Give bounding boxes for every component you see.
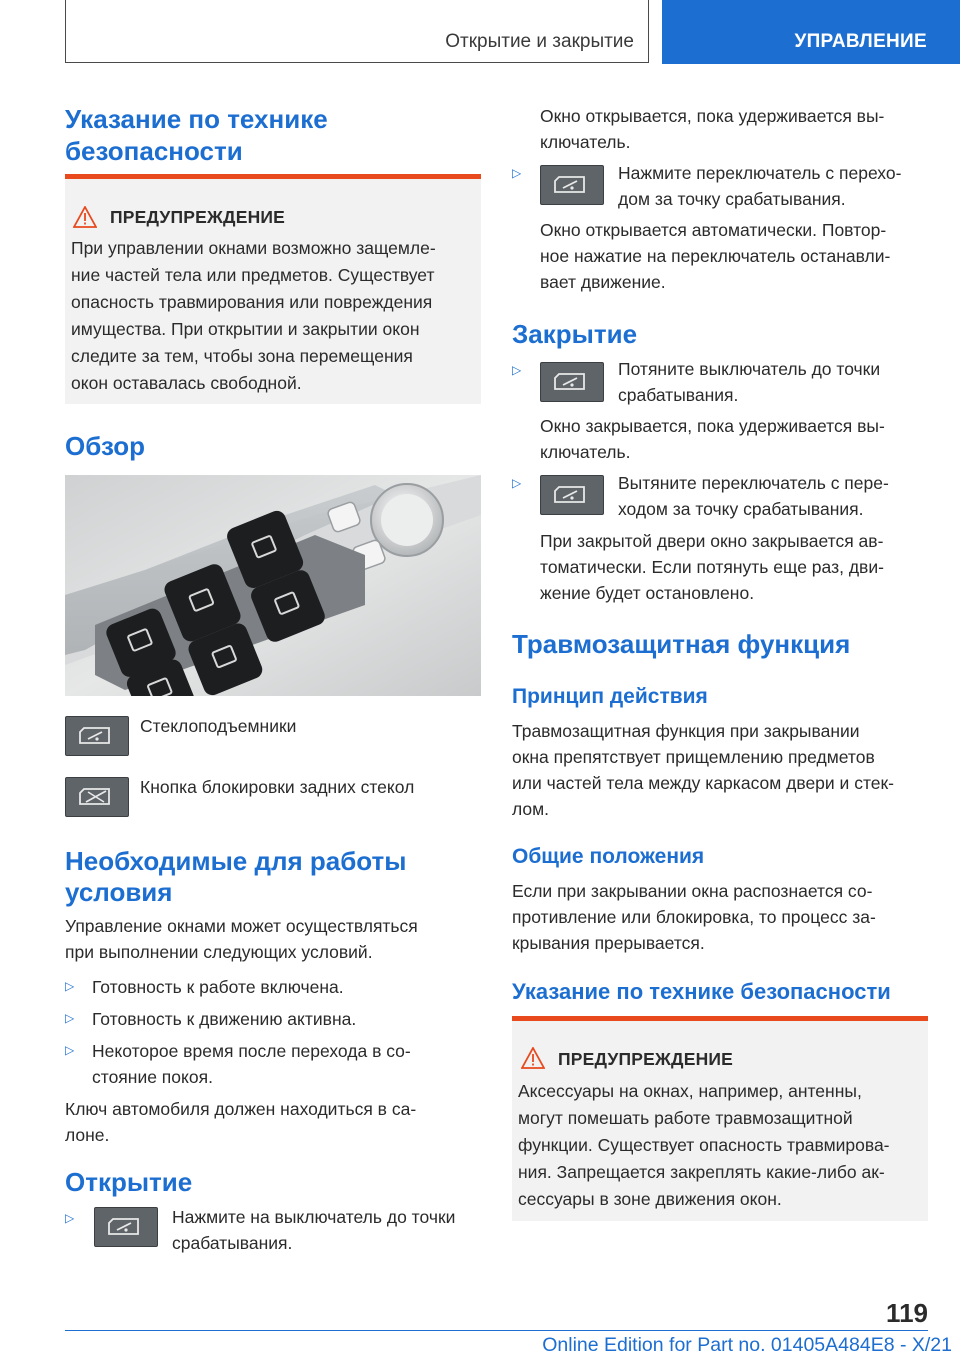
header-chapter-tab bbox=[662, 0, 960, 64]
warning-line: функции. Существует опасность травмирова- bbox=[518, 1135, 890, 1155]
page-number: 119 bbox=[886, 1298, 928, 1328]
safety2-heading: Указание по технике безопасности bbox=[512, 979, 891, 1004]
requirements-heading-line2: условия bbox=[65, 877, 173, 907]
general-heading: Общие положения bbox=[512, 845, 705, 868]
warning-line: Аксессуары на окнах, например, антенны, bbox=[518, 1081, 862, 1101]
general-line: крывания прерывается. bbox=[512, 933, 705, 953]
opening-heading: Открытие bbox=[65, 1167, 193, 1197]
requirement-item-continued: стояние покоя. bbox=[92, 1067, 213, 1087]
legend-label-window-lifters: Стеклоподъемники bbox=[140, 716, 297, 736]
header-section-box bbox=[65, 0, 649, 63]
general-line: противление или блокировка, то процесс за- bbox=[512, 907, 876, 927]
bullet-triangle-icon: ▷ bbox=[512, 476, 522, 490]
requirements-intro-line1: Управление окнами может осуществляться bbox=[65, 916, 418, 936]
warning-line: имущества. При открытии и закрытии окон bbox=[71, 319, 420, 339]
warning-line: ния. Запрещается закреплять какие-либо ак- bbox=[518, 1162, 885, 1182]
warning-line: окон оставалась свободной. bbox=[71, 373, 302, 393]
principle-line: или частей тела между каркасом двери и стек- bbox=[512, 773, 894, 793]
close-step2-line1: Вытяните переключатель с пере- bbox=[618, 473, 889, 493]
warning-triangle-icon bbox=[73, 206, 97, 228]
key-note-line2: лоне. bbox=[65, 1125, 110, 1145]
window-lifter-icon bbox=[65, 716, 129, 756]
edition-note: Online Edition for Part no. 01405A484E8 - X/21 bbox=[542, 1334, 952, 1356]
requirements-intro-line2: при выполнении следующих условий. bbox=[65, 942, 373, 962]
bullet-triangle-icon: ▷ bbox=[65, 979, 75, 993]
open-result1-line2: ключатель. bbox=[540, 132, 631, 152]
close-step1-line1: Потяните выключатель до точки bbox=[618, 359, 881, 379]
open-result1-line1: Окно открывается, пока удерживается вы- bbox=[540, 106, 885, 126]
warning-line: опасность травмирования или повреждения bbox=[71, 292, 433, 312]
close-result2-line2: томатически. Если потянуть еще раз, дви- bbox=[540, 557, 884, 577]
warning-line: сессуары в зоне движения окон. bbox=[518, 1189, 782, 1209]
header-section-title: Открытие и закрытие bbox=[445, 31, 634, 52]
open-result2-line1: Окно открывается автоматически. Повтор- bbox=[540, 220, 887, 240]
warning-box bbox=[512, 1016, 928, 1221]
open-step2-line1: Нажмите переключатель с перехо- bbox=[618, 163, 902, 183]
window-lifter-icon bbox=[540, 362, 604, 402]
close-step1-line2: срабатывания. bbox=[618, 385, 739, 405]
principle-heading: Принцип действия bbox=[512, 685, 708, 708]
warning-line: ние частей тела или предметов. Существует bbox=[71, 265, 435, 285]
window-lifter-icon bbox=[94, 1207, 158, 1247]
requirement-item: Готовность к движению активна. bbox=[92, 1009, 357, 1029]
general-line: Если при закрывании окна распознается со- bbox=[512, 881, 873, 901]
window-lifter-icon bbox=[540, 475, 604, 515]
principle-line: окна препятствует прищемлению предметов bbox=[512, 747, 875, 767]
overview-heading: Обзор bbox=[65, 431, 145, 461]
open-result2-line2: ное нажатие на переключатель останавли- bbox=[540, 246, 891, 266]
safety-heading: Указание по технике безопасности bbox=[65, 104, 328, 166]
principle-line: лом. bbox=[512, 799, 550, 819]
warning-title: ПРЕДУПРЕЖДЕНИЕ bbox=[558, 1049, 734, 1069]
requirement-item: Некоторое время после перехода в со- bbox=[92, 1041, 411, 1061]
rear-window-lock-icon bbox=[65, 777, 129, 817]
close-result2-line1: При закрытой двери окно закрывается ав- bbox=[540, 531, 884, 551]
warning-line: следите за тем, чтобы зона перемещения bbox=[71, 346, 413, 366]
bullet-triangle-icon: ▷ bbox=[65, 1043, 75, 1057]
bullet-triangle-icon: ▷ bbox=[65, 1211, 75, 1225]
requirements-heading-line1: Необходимые для работы bbox=[65, 846, 407, 876]
closing-heading: Закрытие bbox=[512, 319, 638, 349]
close-result2-line3: жение будет остановлено. bbox=[540, 583, 755, 603]
close-result1-line1: Окно закрывается, пока удерживается вы- bbox=[540, 416, 885, 436]
header-chapter-title: УПРАВЛЕНИЕ bbox=[794, 31, 927, 52]
requirement-item: Готовность к работе включена. bbox=[92, 977, 344, 997]
opening-step1-line1: Нажмите на выключатель до точки bbox=[172, 1207, 456, 1227]
bullet-triangle-icon: ▷ bbox=[512, 166, 522, 180]
close-result1-line2: ключатель. bbox=[540, 442, 631, 462]
warning-line: могут помешать работе травмозащитной bbox=[518, 1108, 853, 1128]
warning-triangle-icon bbox=[521, 1047, 545, 1069]
close-step2-line2: ходом за точку срабатывания. bbox=[618, 499, 864, 519]
open-result2-line3: вает движение. bbox=[540, 272, 666, 292]
footer-divider bbox=[65, 1330, 928, 1331]
antipinch-heading: Травмозащитная функция bbox=[512, 629, 851, 659]
open-step2-line2: дом за точку срабатывания. bbox=[618, 189, 846, 209]
legend-label-rear-lock: Кнопка блокировки задних стекол bbox=[140, 777, 415, 797]
principle-line: Травмозащитная функция при закрывании bbox=[512, 721, 860, 741]
bullet-triangle-icon: ▷ bbox=[512, 363, 522, 377]
bullet-triangle-icon: ▷ bbox=[65, 1011, 75, 1025]
window-switch-photo bbox=[65, 475, 481, 696]
warning-line: При управлении окнами возможно защемле- bbox=[71, 238, 436, 258]
warning-title: ПРЕДУПРЕЖДЕНИЕ bbox=[110, 207, 286, 227]
opening-step1-line2: срабатывания. bbox=[172, 1233, 293, 1253]
key-note-line1: Ключ автомобиля должен находиться в са- bbox=[65, 1099, 417, 1119]
window-lifter-icon bbox=[540, 165, 604, 205]
warning-box bbox=[65, 174, 481, 404]
